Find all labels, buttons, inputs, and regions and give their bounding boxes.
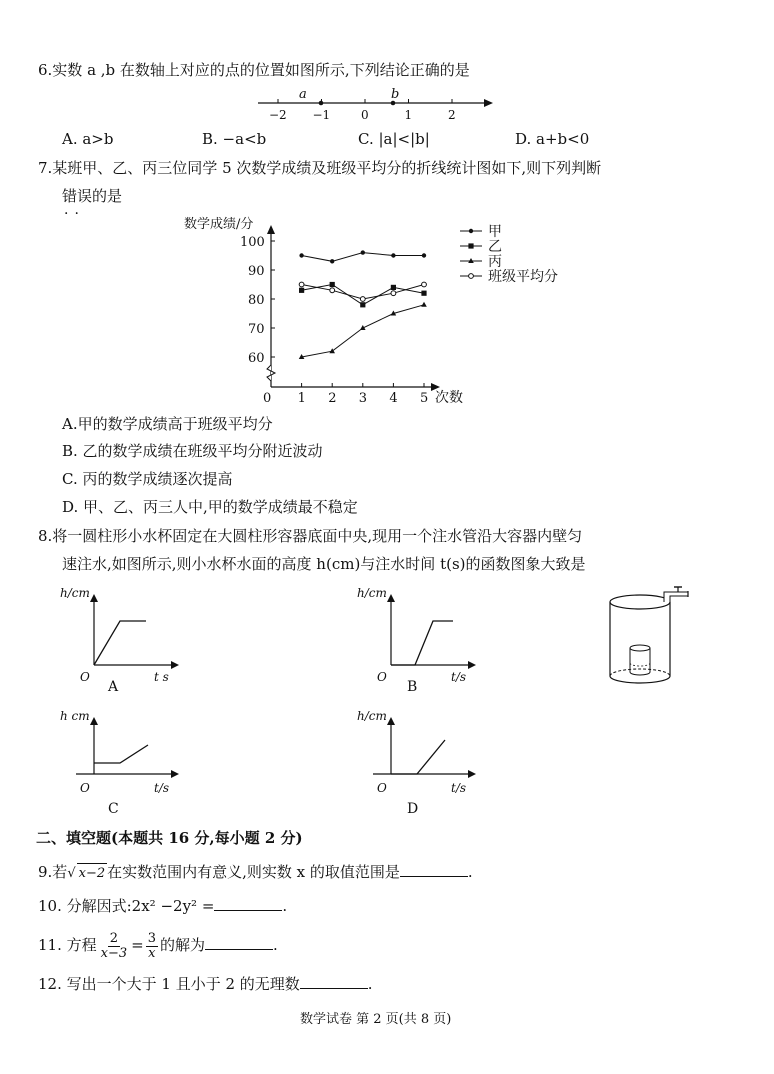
q10: [38, 896, 287, 916]
graph-d-ylabel: h/cm: [357, 709, 387, 723]
q7-line-chart: [180, 212, 600, 412]
container-illustration-icon: [600, 584, 700, 694]
numberline-tick-label: 2: [448, 108, 456, 122]
graph-b-ylabel: h/cm: [357, 586, 387, 600]
point-circle: [360, 297, 365, 302]
q9-answer-blank[interactable]: [400, 862, 468, 877]
q12-text: 12. 写出一个大于 1 且小于 2 的无理数: [38, 975, 300, 993]
numberline-tick-label: 1: [404, 108, 413, 122]
page-footer: 数学试卷 第 2 页(共 8 页): [300, 1012, 452, 1027]
graph-c-xlabel: t/s: [154, 781, 170, 795]
graph-b-xlabel: t/s: [451, 670, 467, 684]
point-circle: [330, 288, 335, 293]
q8-graph-b[interactable]: [355, 585, 485, 700]
graph-d-xlabel: t/s: [451, 781, 467, 795]
q6-label-b: b: [391, 87, 400, 102]
q9-post: 在实数范围内有意义,则实数 x 的取值范围是: [107, 863, 400, 881]
q10-answer-blank[interactable]: [214, 896, 282, 911]
point-circle: [469, 274, 474, 279]
x-tick-label: 3: [358, 391, 368, 406]
y-tick-label: 80: [248, 293, 265, 308]
point-circle: [299, 282, 304, 287]
q11-answer-blank[interactable]: [205, 935, 273, 950]
y-tick-label: 90: [248, 264, 265, 279]
q9: 9.若√ x−2 在实数范围内有意义,则实数 x 的取值范围是 .: [38, 862, 473, 884]
q9-end: .: [467, 863, 473, 881]
q11-f1-num: 2: [109, 930, 119, 946]
q10-end: .: [282, 897, 288, 915]
graph-c-ylabel: h cm: [60, 709, 90, 723]
series-line: [302, 305, 424, 357]
point-square: [421, 291, 426, 296]
q9-radicand: x−2: [77, 863, 108, 884]
q11-pre: 11. 方程: [38, 936, 97, 954]
graph-a-ylabel: h/cm: [60, 586, 90, 600]
graph-a-xlabel: t s: [154, 670, 169, 684]
numberline-tick-label: −1: [312, 108, 331, 122]
q12-end: .: [367, 975, 373, 993]
legend-label: 甲: [488, 224, 502, 240]
graph-b-label: B: [407, 679, 418, 695]
q11-f2-num: 3: [147, 930, 156, 946]
q7-stem-line1: 7.某班甲、乙、丙三位同学 5 次数学成绩及班级平均分的折线统计图如下,则下列判断: [38, 159, 602, 177]
q11-f2-den: x: [148, 945, 156, 961]
point-square: [299, 288, 304, 293]
legend-label: 丙: [488, 254, 502, 270]
point-dot: [361, 250, 365, 254]
graph-b-origin: O: [377, 670, 387, 684]
q9-pre: 9.若: [38, 863, 68, 881]
y-tick-label: 100: [240, 235, 265, 250]
legend-label: 乙: [488, 239, 502, 255]
point-square: [468, 243, 473, 248]
point-square: [391, 285, 396, 290]
x-tick-label: 1: [297, 391, 306, 406]
y-tick-label: 60: [248, 351, 265, 366]
section2-title: 二、填空题(本题共 16 分,每小题 2 分): [36, 829, 303, 847]
q7-option-c[interactable]: C. 丙的数学成绩逐次提高: [62, 470, 233, 488]
point-dot: [391, 253, 395, 257]
graph-a-label: A: [108, 679, 119, 695]
point-square: [360, 302, 365, 307]
graph-a-origin: O: [80, 670, 90, 684]
graph-c-origin: O: [80, 781, 90, 795]
chart-ylabel: 数学成绩/分: [184, 217, 254, 232]
q11-f1-den: x−3: [100, 945, 128, 961]
point-dot: [469, 229, 473, 233]
q11: [38, 926, 278, 966]
q7-option-d[interactable]: D. 甲、乙、丙三人中,甲的数学成绩最不稳定: [62, 498, 358, 516]
numberline-tick-label: 0: [361, 108, 369, 122]
point-triangle: [329, 348, 335, 353]
x-tick-label: 5: [420, 391, 429, 406]
graph-d-origin: O: [377, 781, 387, 795]
q6-label-a: a: [299, 87, 307, 102]
numberline-tick-label: −2: [269, 108, 287, 122]
point-circle: [422, 282, 427, 287]
q11-fraction-right: [146, 932, 158, 961]
q11-post: 的解为: [159, 936, 205, 954]
q8-stem-line1: 8.将一圆柱形小水杯固定在大圆柱形容器底面中央,现用一个注水管沿大容器内壁匀: [38, 527, 583, 545]
q6-option-c[interactable]: C. |a|<|b|: [358, 130, 430, 148]
y-tick-label: 70: [248, 322, 265, 337]
q7-option-b[interactable]: B. 乙的数学成绩在班级平均分附近波动: [62, 442, 323, 460]
q11-eq: =: [131, 936, 144, 954]
graph-d-label: D: [407, 801, 419, 817]
q10-text: 10. 分解因式:2x² −2y² =: [38, 897, 215, 915]
chart-xlabel: 次数: [435, 390, 463, 406]
point-dot: [422, 253, 426, 257]
x-tick-label: 2: [328, 391, 337, 406]
q8-stem-line2: 速注水,如图所示,则小水杯水面的高度 h(cm)与注水时间 t(s)的函数图象大致是: [62, 555, 586, 573]
point-triangle: [421, 302, 427, 307]
q11-end: .: [273, 936, 278, 954]
x-tick-label: 4: [389, 391, 398, 406]
legend-label: 班级平均分: [488, 269, 558, 285]
x-tick-label: 0: [263, 391, 272, 406]
q12: [38, 974, 373, 994]
q6-number-line: [255, 88, 500, 128]
q6-option-d[interactable]: D. a+b<0: [515, 130, 590, 148]
q6-option-b[interactable]: B. −a<b: [202, 130, 267, 148]
q6-option-a[interactable]: A. a>b: [62, 130, 114, 148]
q7-stem-line2: 错误的是: [62, 187, 123, 205]
point-dot: [330, 259, 334, 263]
q7-option-a[interactable]: A.甲的数学成绩高于班级平均分: [62, 415, 273, 433]
point-square: [330, 282, 335, 287]
q11-fraction-left: [99, 932, 130, 961]
graph-c-label: C: [108, 801, 119, 817]
q12-answer-blank[interactable]: [300, 974, 368, 989]
emphasis-dots: ··: [64, 206, 85, 222]
q8-graph-a[interactable]: [58, 585, 188, 700]
q6-stem: 6.实数 a ,b 在数轴上对应的点的位置如图所示,下列结论正确的是: [38, 61, 470, 79]
point-circle: [391, 291, 396, 296]
point-dot: [299, 253, 303, 257]
q8-graph-c[interactable]: [58, 708, 188, 823]
q8-graph-d[interactable]: [355, 708, 485, 823]
